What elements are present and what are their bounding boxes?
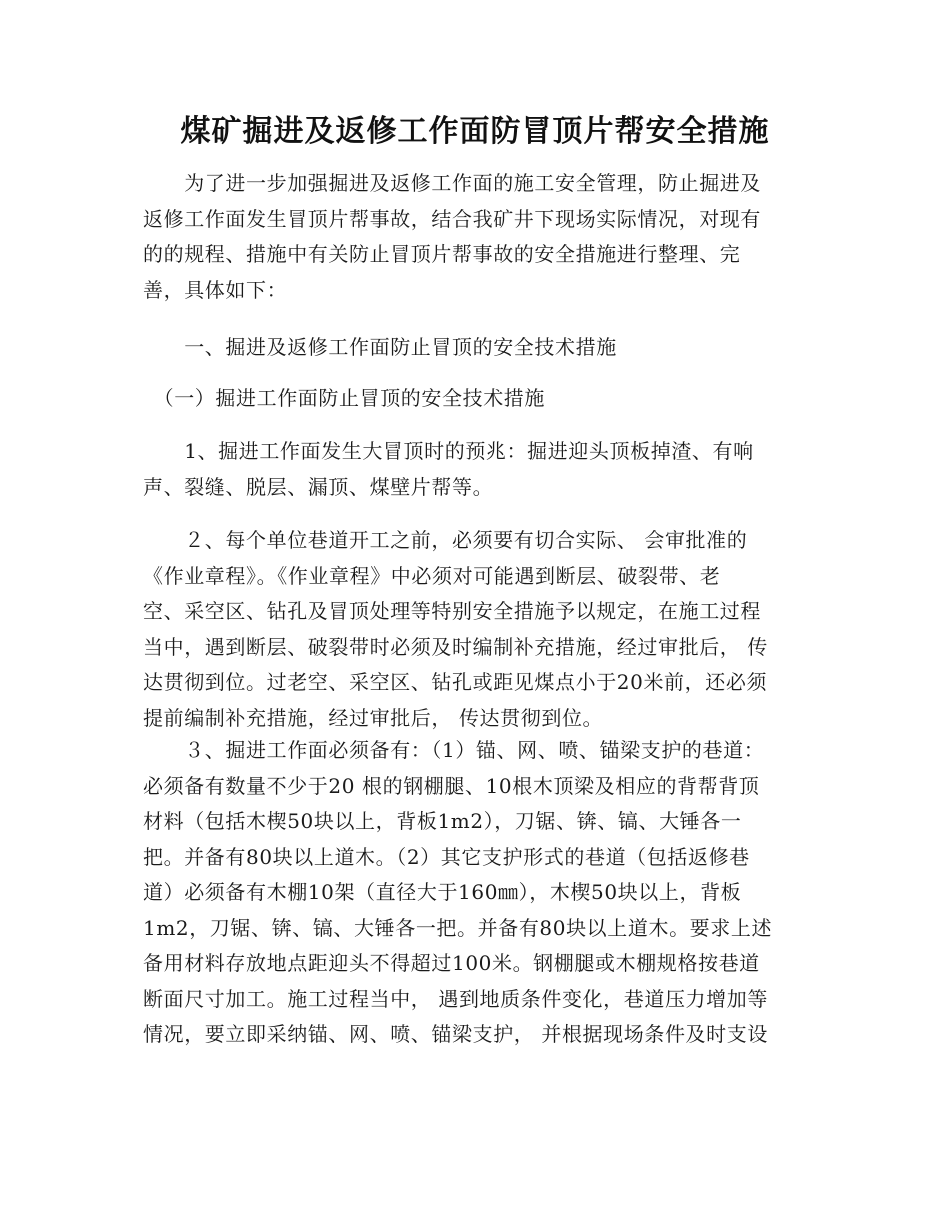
text-line: 当中，遇到断层、破裂带时必须及时编制补充措施，经过审批后， 传 xyxy=(143,634,768,659)
subsection-heading-text: （一）掘进工作面防止冒顶的安全技术措施 xyxy=(143,386,545,410)
section-heading-text: 一、掘进及返修工作面防止冒顶的安全技术措施 xyxy=(143,335,617,359)
text-line: 返修工作面发生冒顶片帮事故，结合我矿井下现场实际情况，对现有 xyxy=(143,206,761,231)
text-line: 达贯彻到位。过老空、采空区、钻孔或距见煤点小于20米前，还必须 xyxy=(143,670,768,694)
subsection-heading xyxy=(143,381,808,417)
section-heading xyxy=(143,330,808,366)
text-line: 空、采空区、钻孔及冒顶处理等特别安全措施予以规定，在施工过程 xyxy=(143,599,761,623)
text-line: ２、每个单位巷道开工之前，必须要有切合实际、 会审批准的 xyxy=(143,528,748,552)
text-line: 提前编制补充措施，经过审批后， 传达贯彻到位。 xyxy=(143,705,604,730)
item-2-paragraph xyxy=(143,523,808,736)
text-line: ３、掘进工作面必须备有：（1）锚、网、喷、锚梁支护的巷道： xyxy=(143,738,765,762)
intro-paragraph xyxy=(143,166,808,308)
text-line: 为了进一步加强掘进及返修工作面的施工安全管理，防止掘进及 xyxy=(143,171,761,195)
text-line: 把。并备有80块以上道木。（2）其它支护形式的巷道（包括返修巷 xyxy=(143,844,750,869)
document-title: 煤矿掘进及返修工作面防冒顶片帮安全措施 xyxy=(180,114,770,149)
text-line: 的的规程、措施中有关防止冒顶片帮事故的安全措施进行整理、完 xyxy=(143,242,741,266)
text-line: 必须备有数量不少于20 根的钢棚腿、10根木顶梁及相应的背帮背顶 xyxy=(143,773,760,798)
text-line: 善，具体如下： xyxy=(143,277,288,302)
text-line: 材料（包括木楔50块以上，背板1m2），刀锯、锛、镐、大锤各一 xyxy=(143,809,742,833)
text-line: 1、掘进工作面发生大冒顶时的预兆：掘进迎头顶板掉渣、有响 xyxy=(143,439,754,463)
text-line: 道）必须备有木棚10架（直径大于160㎜），木楔50块以上，背板 xyxy=(143,880,742,904)
text-line: 《作业章程》。《作业章程》中必须对可能遇到断层、破裂带、老 xyxy=(143,563,721,588)
text-line: 1m2，刀锯、锛、镐、大锤各一把。并备有80块以上道木。要求上述 xyxy=(143,915,773,940)
text-line: 断面尺寸加工。施工过程当中， 遇到地质条件变化，巷道压力增加等 xyxy=(143,986,768,1011)
text-line: 声、裂缝、脱层、漏顶、煤壁片帮等。 xyxy=(143,474,494,499)
text-line: 情况，要立即采纳锚、网、喷、锚梁支护， 并根据现场条件及时支设 xyxy=(143,1022,768,1046)
item-1-paragraph xyxy=(143,434,808,505)
item-3-paragraph xyxy=(143,733,808,1053)
text-line: 备用材料存放地点距迎头不得超过100米。钢棚腿或木棚规格按巷道 xyxy=(143,951,760,975)
